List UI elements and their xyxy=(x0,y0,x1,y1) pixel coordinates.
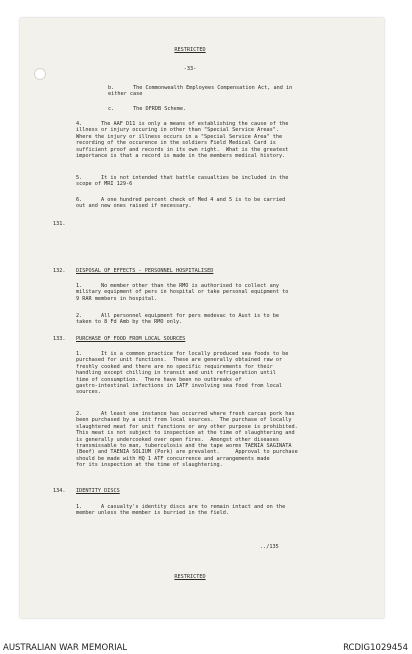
section-131-number: 131. xyxy=(53,221,66,227)
section-132-heading: DISPOSAL OF EFFECTS - PERSONNEL HOSPITALISED xyxy=(76,268,214,274)
section-132-para-2: 2. All personnel equipment for pers medevac to Aust is to be taken to 8 Fd Amb by the RMO only. xyxy=(76,313,280,326)
section-133-para-2: 2. At least one instance has occurred where fresh carcas pork has been purchased by a unit from local sources. The purchase of locally slaughtered meat for unit functions or any other purpose is prohibited. This meat is not subject to inspection at the time of slaughtering and is generally undercooked over open fires. Amongst other diseases transmissable to man, tuberculosis and the tape worms TAENIA SAGINATA (Beef) and TAENIA SOLIUM (Pork) are prevalent. Approval to purchase should be made with HQ 1 ATF concurrence and arrangements made for its inspection at the time of slaughtering. xyxy=(76,411,298,469)
archive-footer xyxy=(0,640,412,654)
section-133-heading: PURCHASE OF FOOD FROM LOCAL SOURCES xyxy=(76,336,186,342)
page-number: -33- xyxy=(183,66,197,72)
section-134-heading: IDENTITY DISCS xyxy=(76,488,120,494)
punch-hole xyxy=(34,68,46,80)
section-132-para-1: 1. No member other than the RMO is authorised to collect any military equipment of pers in hospital or take personal equipment to 9 RAR members in hospital. xyxy=(76,283,289,302)
section-133-para-1: 1. It is a common practice for locally produced sea foods to be purchased for unit functions. These are generally obtained raw or freshly cooked and there are no specific requirements for their handling except chilling in transit and unit refrigeration until time of consumption. There have been no outbreaks of gastro-intestinal infections in 1ATF involving sea food from local sources. xyxy=(76,351,289,396)
footer-classification: RESTRICTED xyxy=(174,574,206,580)
section-133-number: 133. xyxy=(53,336,66,342)
section-134-number: 134. xyxy=(53,488,66,494)
para-b: b. The Commonwealth Employees Compensation Act, and in either case xyxy=(108,85,293,98)
para-c: c. The DFRDB Scheme. xyxy=(108,106,187,112)
archive-institution: AUSTRALIAN WAR MEMORIAL xyxy=(3,643,128,653)
section-132-number: 132. xyxy=(53,268,66,274)
para-6: 6. A one hundred percent check of Med 4 and 5 is to be carried out and new ones raised if necessary. xyxy=(76,197,286,210)
header-classification: RESTRICTED xyxy=(174,47,206,53)
continuation-marker: ../135 xyxy=(260,544,279,550)
para-4: 4. The AAF D11 is only a means of establishing the cause of the illness or injury occuring in other than "Special Service Areas". Where the injury or illness occurs in a "Special Service Area" the recording of the occurence in the soldiers Field Medical Card is sufficient proof and records in its own right. What is the greatest importance is that a record is made in the members medical history. xyxy=(76,121,289,160)
section-134-para-1: 1. A casualty's identity discs are to remain intact and on the member unless the member is burried in the field. xyxy=(76,504,286,517)
para-5: 5. It is not intended that battle casualties be included in the scope of MRI 129-6 xyxy=(76,175,289,188)
archive-reference: RCDIG1029454 xyxy=(343,643,408,653)
